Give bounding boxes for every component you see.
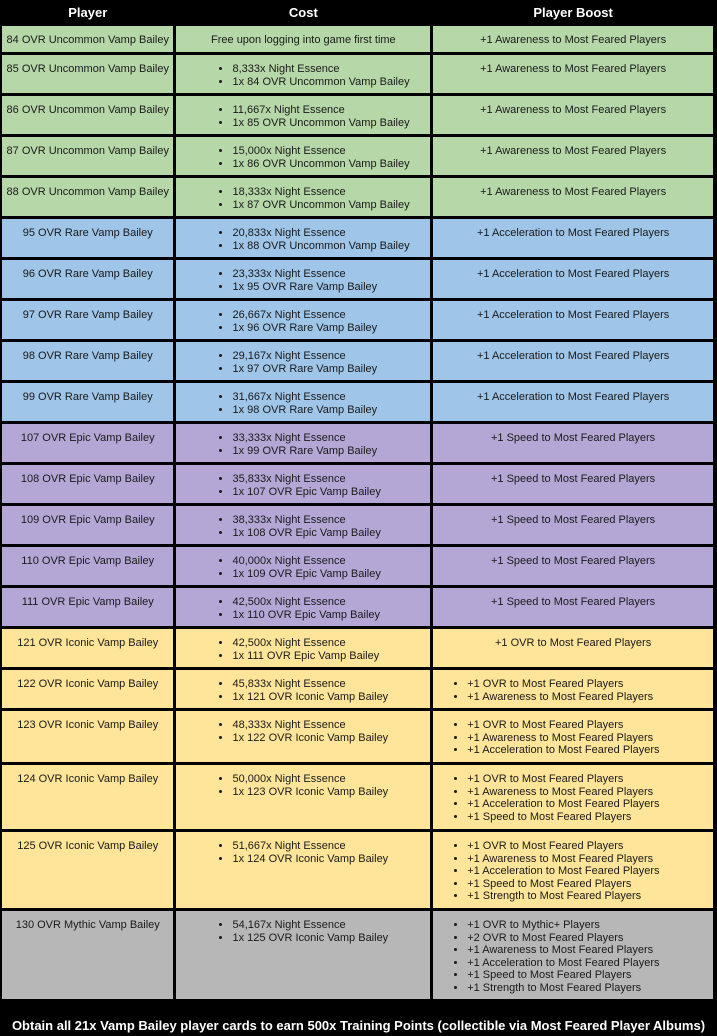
list-item: • 1x 86 OVR Uncommon Vamp Bailey	[232, 158, 426, 171]
table-row	[2, 26, 713, 52]
cost-list	[180, 227, 426, 252]
table-row	[2, 260, 713, 298]
list-item: • 1x 123 OVR Iconic Vamp Bailey	[232, 786, 426, 799]
table-row	[2, 178, 713, 216]
boost-cell: +1 Acceleration to Most Feared Players	[433, 260, 713, 298]
table-row	[2, 670, 713, 708]
table-row	[2, 765, 713, 829]
boost-list	[437, 773, 709, 823]
list-item: • +1 OVR to Most Feared Players	[467, 719, 709, 732]
boost-list	[437, 919, 709, 995]
cost-cell	[176, 55, 430, 93]
cost-list	[180, 63, 426, 88]
boost-cell: +1 Awareness to Most Feared Players	[433, 26, 713, 52]
list-item: • 1x 96 OVR Rare Vamp Bailey	[232, 322, 426, 335]
player-cell: 88 OVR Uncommon Vamp Bailey	[2, 178, 173, 216]
cost-list	[180, 514, 426, 539]
cost-list	[180, 719, 426, 744]
player-cell: 97 OVR Rare Vamp Bailey	[2, 301, 173, 339]
boost-list	[437, 678, 709, 703]
table-row	[2, 96, 713, 134]
player-cell: 108 OVR Epic Vamp Bailey	[2, 465, 173, 503]
table-row	[2, 547, 713, 585]
table-row	[2, 383, 713, 421]
cost-cell	[176, 342, 430, 380]
boost-cell: +1 Speed to Most Feared Players	[433, 424, 713, 462]
table-row	[2, 588, 713, 626]
boost-cell: +1 OVR to Most Feared Players	[433, 629, 713, 667]
list-item: • 1x 107 OVR Epic Vamp Bailey	[232, 486, 426, 499]
list-item: • +1 Awareness to Most Feared Players	[467, 786, 709, 799]
list-item: • +1 Awareness to Most Feared Players	[467, 732, 709, 745]
cost-cell: Free upon logging into game first time	[176, 26, 430, 52]
list-item: • 1x 84 OVR Uncommon Vamp Bailey	[232, 76, 426, 89]
table-row	[2, 465, 713, 503]
boost-cell: +1 Acceleration to Most Feared Players	[433, 219, 713, 257]
list-item: • 1x 122 OVR Iconic Vamp Bailey	[232, 732, 426, 745]
list-item: • 51,667x Night Essence	[232, 840, 426, 853]
player-cell: 130 OVR Mythic Vamp Bailey	[2, 911, 173, 999]
player-cell: 98 OVR Rare Vamp Bailey	[2, 342, 173, 380]
player-cell: 84 OVR Uncommon Vamp Bailey	[2, 26, 173, 52]
list-item: • 38,333x Night Essence	[232, 514, 426, 527]
boost-cell: +1 Awareness to Most Feared Players	[433, 55, 713, 93]
boost-cell: +1 Speed to Most Feared Players	[433, 465, 713, 503]
list-item: • 29,167x Night Essence	[232, 350, 426, 363]
list-item: • 1x 88 OVR Uncommon Vamp Bailey	[232, 240, 426, 253]
list-item: • 1x 99 OVR Rare Vamp Bailey	[232, 445, 426, 458]
list-item: • 1x 108 OVR Epic Vamp Bailey	[232, 527, 426, 540]
cost-list	[180, 555, 426, 580]
list-item: • +2 OVR to Most Feared Players	[467, 932, 709, 945]
cost-cell	[176, 506, 430, 544]
cost-list	[180, 840, 426, 865]
boost-cell: +1 Acceleration to Most Feared Players	[433, 342, 713, 380]
boost-cell	[433, 911, 713, 999]
player-cell: 96 OVR Rare Vamp Bailey	[2, 260, 173, 298]
list-item: • +1 Speed to Most Feared Players	[467, 878, 709, 891]
header-cost: Cost	[176, 2, 430, 23]
list-item: • 1x 95 OVR Rare Vamp Bailey	[232, 281, 426, 294]
list-item: • +1 Awareness to Most Feared Players	[467, 691, 709, 704]
list-item: • +1 Strength to Most Feared Players	[467, 982, 709, 995]
player-cell: 87 OVR Uncommon Vamp Bailey	[2, 137, 173, 175]
list-item: • +1 Acceleration to Most Feared Players	[467, 957, 709, 970]
cost-cell	[176, 711, 430, 762]
list-item: • 26,667x Night Essence	[232, 309, 426, 322]
boost-cell	[433, 832, 713, 908]
cost-list	[180, 432, 426, 457]
list-item: • 1x 125 OVR Iconic Vamp Bailey	[232, 932, 426, 945]
player-cell: 85 OVR Uncommon Vamp Bailey	[2, 55, 173, 93]
cost-list	[180, 473, 426, 498]
table-row	[2, 911, 713, 999]
list-item: • 40,000x Night Essence	[232, 555, 426, 568]
cost-cell	[176, 832, 430, 908]
cost-cell	[176, 670, 430, 708]
cost-cell	[176, 465, 430, 503]
table-row	[2, 629, 713, 667]
cost-cell	[176, 96, 430, 134]
player-cell: 111 OVR Epic Vamp Bailey	[2, 588, 173, 626]
cost-cell	[176, 547, 430, 585]
table-header-row	[2, 2, 713, 23]
cost-cell	[176, 588, 430, 626]
player-cell: 123 OVR Iconic Vamp Bailey	[2, 711, 173, 762]
list-item: • 1x 110 OVR Epic Vamp Bailey	[232, 609, 426, 622]
cost-cell	[176, 383, 430, 421]
list-item: • +1 Speed to Most Feared Players	[467, 969, 709, 982]
list-item: • 31,667x Night Essence	[232, 391, 426, 404]
list-item: • +1 OVR to Most Feared Players	[467, 678, 709, 691]
cost-cell	[176, 301, 430, 339]
boost-cell	[433, 711, 713, 762]
player-cell: 122 OVR Iconic Vamp Bailey	[2, 670, 173, 708]
cost-cell	[176, 629, 430, 667]
table-row	[2, 506, 713, 544]
table-row	[2, 832, 713, 908]
footer-note: Obtain all 21x Vamp Bailey player cards to earn 500x Training Points (collectible via Most Feared Player Albums)	[0, 1016, 717, 1036]
list-item: • 48,333x Night Essence	[232, 719, 426, 732]
list-item: • 1x 97 OVR Rare Vamp Bailey	[232, 363, 426, 376]
list-item: • 50,000x Night Essence	[232, 773, 426, 786]
player-cell: 99 OVR Rare Vamp Bailey	[2, 383, 173, 421]
table-row	[2, 711, 713, 762]
list-item: • 1x 98 OVR Rare Vamp Bailey	[232, 404, 426, 417]
boost-cell: +1 Awareness to Most Feared Players	[433, 96, 713, 134]
cost-list	[180, 309, 426, 334]
boost-cell: +1 Speed to Most Feared Players	[433, 588, 713, 626]
cost-list	[180, 637, 426, 662]
boost-cell: +1 Awareness to Most Feared Players	[433, 178, 713, 216]
list-item: • 23,333x Night Essence	[232, 268, 426, 281]
list-item: • +1 OVR to Most Feared Players	[467, 773, 709, 786]
player-cell: 124 OVR Iconic Vamp Bailey	[2, 765, 173, 829]
list-item: • 15,000x Night Essence	[232, 145, 426, 158]
cost-cell	[176, 260, 430, 298]
table-row	[2, 342, 713, 380]
list-item: • 11,667x Night Essence	[232, 104, 426, 117]
boost-list	[437, 719, 709, 757]
list-item: • +1 Awareness to Most Feared Players	[467, 944, 709, 957]
boost-cell: +1 Acceleration to Most Feared Players	[433, 383, 713, 421]
player-cell: 121 OVR Iconic Vamp Bailey	[2, 629, 173, 667]
table-row	[2, 424, 713, 462]
cost-cell	[176, 765, 430, 829]
cost-list	[180, 104, 426, 129]
cost-cell	[176, 424, 430, 462]
list-item: • 18,333x Night Essence	[232, 186, 426, 199]
cost-list	[180, 596, 426, 621]
list-item: • +1 Strength to Most Feared Players	[467, 890, 709, 903]
list-item: • +1 Acceleration to Most Feared Players	[467, 798, 709, 811]
boost-list	[437, 840, 709, 903]
cost-list	[180, 350, 426, 375]
list-item: • +1 OVR to Mythic+ Players	[467, 919, 709, 932]
list-item: • 1x 111 OVR Epic Vamp Bailey	[232, 650, 426, 663]
cost-cell	[176, 219, 430, 257]
player-cell: 125 OVR Iconic Vamp Bailey	[2, 832, 173, 908]
cost-cell	[176, 178, 430, 216]
table-row	[2, 55, 713, 93]
header-player-boost: Player Boost	[433, 2, 713, 23]
player-cell: 95 OVR Rare Vamp Bailey	[2, 219, 173, 257]
player-cell: 86 OVR Uncommon Vamp Bailey	[2, 96, 173, 134]
table-row	[2, 137, 713, 175]
boost-cell	[433, 765, 713, 829]
list-item: • 33,333x Night Essence	[232, 432, 426, 445]
list-item: • 20,833x Night Essence	[232, 227, 426, 240]
player-cell: 109 OVR Epic Vamp Bailey	[2, 506, 173, 544]
cost-list	[180, 391, 426, 416]
list-item: • +1 Acceleration to Most Feared Players	[467, 865, 709, 878]
header-player: Player	[2, 2, 173, 23]
list-item: • 42,500x Night Essence	[232, 596, 426, 609]
boost-cell: +1 Acceleration to Most Feared Players	[433, 301, 713, 339]
list-item: • 1x 124 OVR Iconic Vamp Bailey	[232, 853, 426, 866]
list-item: • +1 Speed to Most Feared Players	[467, 811, 709, 824]
boost-cell	[433, 670, 713, 708]
cost-list	[180, 678, 426, 703]
boost-cell: +1 Speed to Most Feared Players	[433, 547, 713, 585]
list-item: • +1 Acceleration to Most Feared Players	[467, 744, 709, 757]
list-item: • 1x 87 OVR Uncommon Vamp Bailey	[232, 199, 426, 212]
list-item: • 1x 85 OVR Uncommon Vamp Bailey	[232, 117, 426, 130]
list-item: • 1x 109 OVR Epic Vamp Bailey	[232, 568, 426, 581]
table-row	[2, 219, 713, 257]
boost-cell: +1 Awareness to Most Feared Players	[433, 137, 713, 175]
list-item: • +1 OVR to Most Feared Players	[467, 840, 709, 853]
table-body	[2, 26, 713, 999]
cost-cell	[176, 137, 430, 175]
cost-list	[180, 773, 426, 798]
list-item: • 8,333x Night Essence	[232, 63, 426, 76]
list-item: • 42,500x Night Essence	[232, 637, 426, 650]
list-item: • 54,167x Night Essence	[232, 919, 426, 932]
cost-list	[180, 145, 426, 170]
boost-cell: +1 Speed to Most Feared Players	[433, 506, 713, 544]
list-item: • 1x 121 OVR Iconic Vamp Bailey	[232, 691, 426, 704]
cost-cell	[176, 911, 430, 999]
player-cell: 110 OVR Epic Vamp Bailey	[2, 547, 173, 585]
cost-list	[180, 186, 426, 211]
list-item: • +1 Awareness to Most Feared Players	[467, 853, 709, 866]
cost-list	[180, 919, 426, 944]
table-row	[2, 301, 713, 339]
list-item: • 45,833x Night Essence	[232, 678, 426, 691]
player-cell: 107 OVR Epic Vamp Bailey	[2, 424, 173, 462]
cost-list	[180, 268, 426, 293]
list-item: • 35,833x Night Essence	[232, 473, 426, 486]
